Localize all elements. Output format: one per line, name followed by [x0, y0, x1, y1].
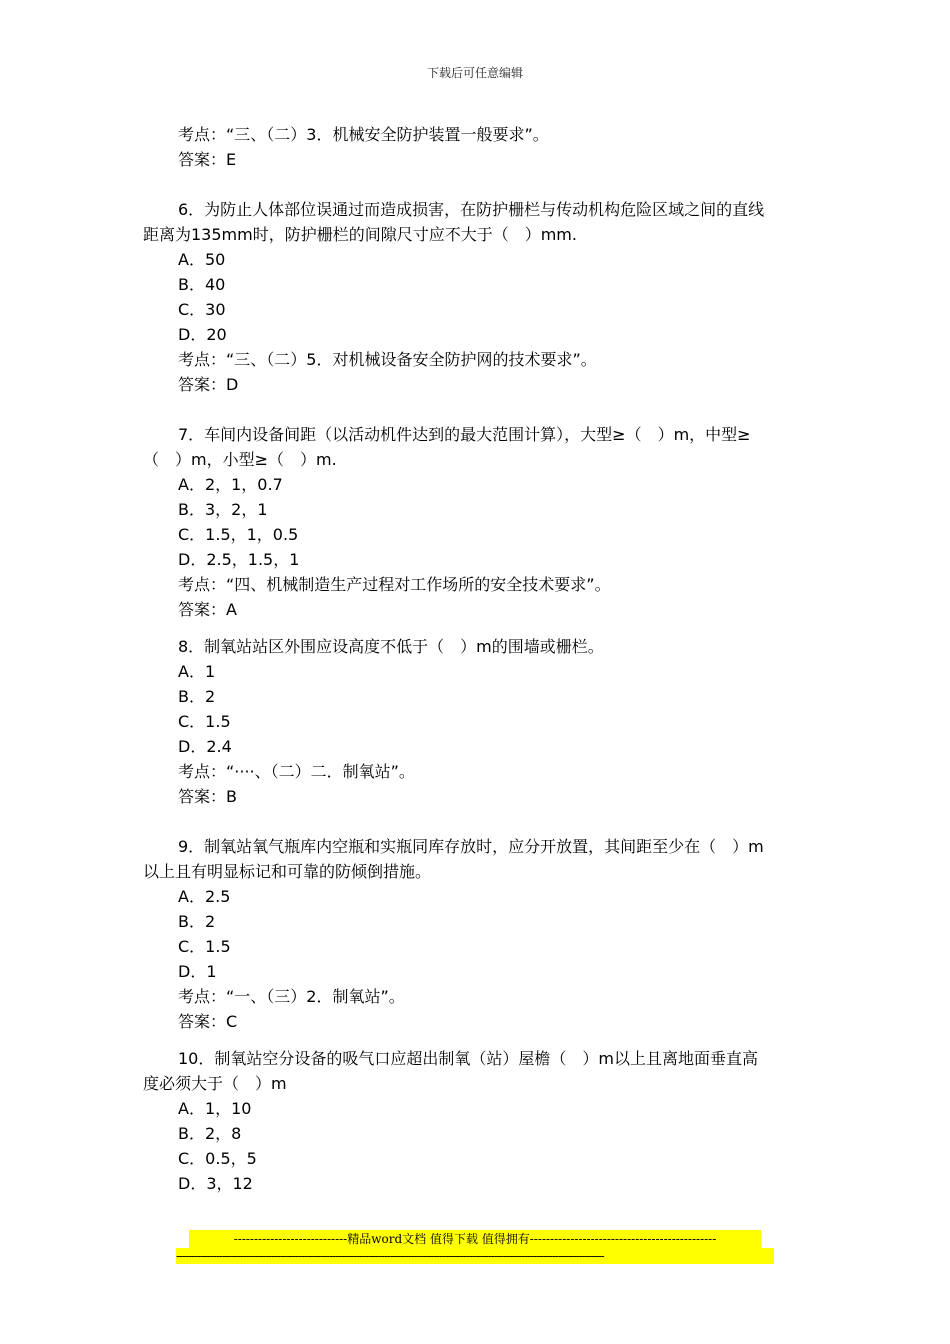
- q6-key-point: 考点：“三、（二）5．对机械设备安全防护网的技术要求”。: [178, 350, 597, 369]
- q9-key-point: 考点：“一、（三）2．制氧站”。: [178, 987, 405, 1006]
- q7-stem-line1: 7．车间内设备间距（以活动机件达到的最大范围计算），大型≥（ ）m，中型≥: [178, 425, 751, 444]
- q9-option-b: B．2: [178, 912, 216, 931]
- page-header: 下载后可任意编辑: [426, 66, 523, 80]
- q8-key-point: 考点：“····、（二）二．制氧站”。: [178, 762, 415, 781]
- q7-key-point: 考点：“四、机械制造生产过程对工作场所的安全技术要求”。: [178, 575, 611, 594]
- q10-option-a: A．1，10: [178, 1099, 252, 1118]
- q10-option-c: C．0.5，5: [178, 1149, 257, 1168]
- footer-banner: ----------------------------精品word文档 值得下载 值得拥有----------------------------------------------: [189, 1230, 761, 1248]
- q9-stem-line2: 以上且有明显标记和可靠的防倾倒措施。: [143, 862, 432, 881]
- q8-option-a: A．1: [178, 662, 216, 681]
- q5-key-point: 考点：“三、（二）3．机械安全防护装置一般要求”。: [178, 125, 549, 144]
- q8-option-c: C．1.5: [178, 712, 231, 731]
- q6-option-c: C．30: [178, 300, 226, 319]
- q7-option-a: A．2，1，0.7: [178, 475, 283, 494]
- q10-stem-line2: 度必须大于（ ）m: [143, 1074, 287, 1093]
- q8-answer: 答案：B: [178, 787, 237, 806]
- q10-option-b: B．2，8: [178, 1124, 242, 1143]
- q7-option-d: D．2.5，1.5，1: [178, 550, 300, 569]
- q8-stem-line1: 8．制氧站站区外围应设高度不低于（ ）m的围墙或栅栏。: [178, 637, 604, 656]
- q7-answer: 答案：A: [178, 600, 237, 619]
- q9-answer: 答案：C: [178, 1012, 238, 1031]
- q10-stem-line1: 10．制氧站空分设备的吸气口应超出制氧（站）屋檐（ ）m以上且离地面垂直高: [178, 1049, 758, 1068]
- q10-option-d: D．3，12: [178, 1174, 253, 1193]
- q7-stem-line2: （ ）m，小型≥（ ）m.: [143, 450, 337, 469]
- q6-option-b: B．40: [178, 275, 226, 294]
- document-body: [143, 122, 803, 1196]
- q6-answer: 答案：D: [178, 375, 239, 394]
- q7-option-b: B．3，2，1: [178, 500, 268, 519]
- q7-option-c: C．1.5，1，0.5: [178, 525, 299, 544]
- q9-option-d: D．1: [178, 962, 217, 981]
- q6-stem-line2: 距离为135mm时，防护栅栏的间隙尺寸应不大于（ ）mm.: [143, 225, 577, 244]
- footer-dash-line: --------------------------------------------------------------------------------------------------------------------------------------------: [176, 1248, 774, 1264]
- q6-stem-line1: 6．为防止人体部位误通过而造成损害，在防护栅栏与传动机构危险区域之间的直线: [178, 200, 765, 219]
- q9-stem-line1: 9．制氧站氧气瓶库内空瓶和实瓶同库存放时，应分开放置，其间距至少在（ ）m: [178, 837, 764, 856]
- q9-option-c: C．1.5: [178, 937, 231, 956]
- q8-option-d: D．2.4: [178, 737, 232, 756]
- q5-answer: 答案：E: [178, 150, 237, 169]
- q8-option-b: B．2: [178, 687, 216, 706]
- q9-option-a: A．2.5: [178, 887, 231, 906]
- q6-option-a: A．50: [178, 250, 226, 269]
- q6-option-d: D．20: [178, 325, 227, 344]
